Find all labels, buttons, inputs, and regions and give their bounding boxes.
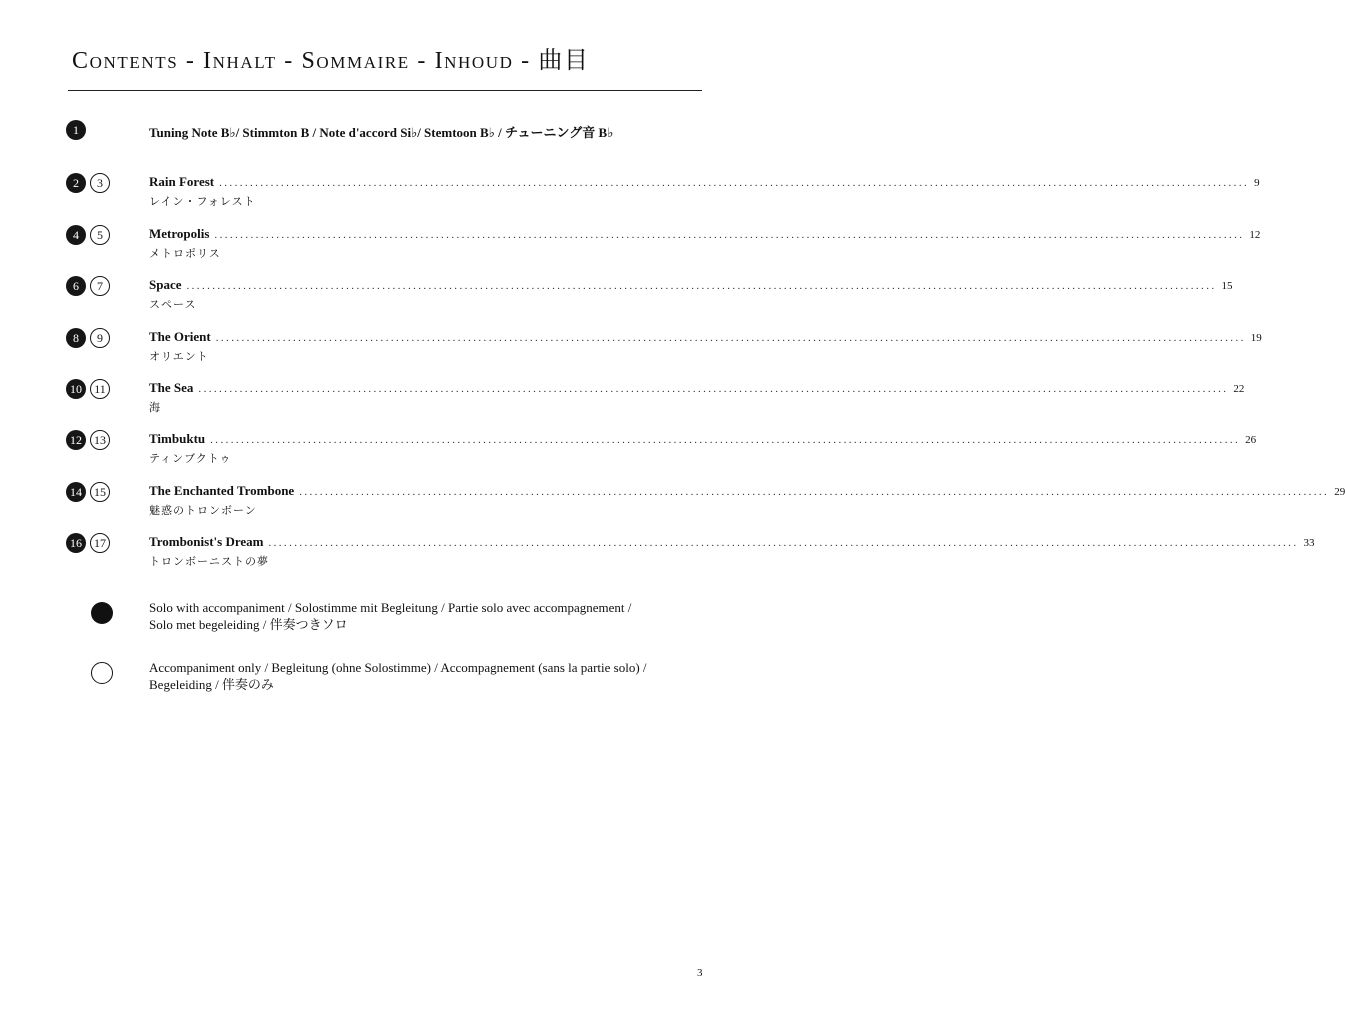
toc-subtitle-japanese: ティンブクトゥ — [149, 452, 232, 465]
toc-page-number: 29 — [1334, 486, 1345, 498]
track-badges — [66, 225, 103, 245]
toc-title: Metropolis — [149, 226, 210, 241]
track-badge-solo[interactable]: 8 — [66, 328, 86, 348]
toc-title: Trombonist's Dream — [149, 534, 264, 549]
toc-page-number: 26 — [1245, 434, 1257, 446]
dot-leader: ........................................................................................................................................................................................................ — [198, 383, 1229, 395]
track-badge-accompaniment[interactable]: 3 — [90, 173, 110, 193]
dot-leader: ........................................................................................................................................................................................................ — [215, 332, 1246, 344]
track-badge-solo[interactable]: 12 — [66, 430, 86, 450]
toc-page-number: 22 — [1233, 383, 1245, 395]
page-number: 3 — [697, 967, 703, 979]
filled-circle-icon — [91, 602, 113, 624]
track-badge-accompaniment[interactable]: 17 — [90, 533, 110, 553]
track-badge-accompaniment[interactable]: 11 — [90, 379, 110, 399]
legend-accompaniment-text: Accompaniment only / Begleitung (ohne Solostimme) / Accompagnement (sans la partie solo) / — [149, 660, 647, 675]
toc-page-number: 12 — [1249, 229, 1261, 241]
dot-leader: ........................................................................................................................................................................................................ — [186, 280, 1217, 292]
track-badge-accompaniment[interactable]: 9 — [90, 328, 110, 348]
track-badge-solo[interactable]: 2 — [66, 173, 86, 193]
dot-leader: ........................................................................................................................................................................................................ — [214, 229, 1245, 241]
open-circle-icon — [91, 662, 113, 684]
track-badges — [66, 533, 106, 553]
toc-subtitle-japanese: トロンボーニストの夢 — [149, 555, 269, 568]
toc-title: Timbuktu — [149, 431, 206, 446]
dot-leader: ........................................................................................................................................................................................................ — [219, 177, 1250, 189]
toc-title: Rain Forest — [149, 174, 215, 189]
toc-title: The Enchanted Trombone — [149, 483, 295, 498]
toc-subtitle-japanese: 魅惑のトロンボーン — [149, 504, 257, 517]
track-badge-accompaniment[interactable]: 13 — [90, 430, 110, 450]
dot-leader: ........................................................................................................................................................................................................ — [299, 486, 1330, 498]
toc-subtitle-japanese: スペース — [149, 298, 197, 311]
track-badges — [66, 276, 103, 296]
toc-page-number: 9 — [1254, 177, 1260, 189]
tuning-note-title: Tuning Note B♭/ Stimmton B / Note d'accord Si♭/ Stemtoon B♭ / チューニング音 B♭ — [149, 125, 614, 140]
toc-page-number: 19 — [1250, 332, 1262, 344]
track-badges — [66, 120, 86, 140]
track-badges — [66, 430, 106, 450]
track-badge-solo[interactable]: 14 — [66, 482, 86, 502]
legend-solo-text: Solo with accompaniment / Solostimme mit Begleitung / Partie solo avec accompagnement / — [149, 600, 632, 615]
title-divider — [68, 90, 702, 91]
track-badges — [66, 482, 106, 502]
track-badge-solo[interactable]: 1 — [66, 120, 86, 140]
dot-leader: ........................................................................................................................................................................................................ — [210, 434, 1241, 446]
track-badges — [66, 379, 106, 399]
toc-title: Space — [149, 277, 182, 292]
track-badge-accompaniment[interactable]: 5 — [90, 225, 110, 245]
toc-subtitle-japanese: 海 — [149, 401, 161, 414]
toc-subtitle-japanese: メトロポリス — [149, 247, 221, 260]
toc-page-number: 33 — [1303, 537, 1315, 549]
dot-leader: ........................................................................................................................................................................................................ — [268, 537, 1299, 549]
toc-page-number: 15 — [1221, 280, 1233, 292]
toc-title: The Orient — [149, 329, 211, 344]
track-badges — [66, 173, 103, 193]
toc-subtitle-japanese: レイン・フォレスト — [149, 195, 256, 208]
track-badge-accompaniment[interactable]: 7 — [90, 276, 110, 296]
track-badge-solo[interactable]: 4 — [66, 225, 86, 245]
track-badge-accompaniment[interactable]: 15 — [90, 482, 110, 502]
legend-solo-text: Solo met begeleiding / 伴奏つきソロ — [149, 617, 348, 632]
track-badge-solo[interactable]: 16 — [66, 533, 86, 553]
toc-title: The Sea — [149, 380, 194, 395]
legend-accompaniment-text: Begeleiding / 伴奏のみ — [149, 677, 274, 692]
track-badges — [66, 328, 103, 348]
page-title: Contents - Inhalt - Sommaire - Inhoud - 曲目 — [72, 48, 590, 74]
toc-subtitle-japanese: オリエント — [149, 350, 209, 363]
track-badge-solo[interactable]: 10 — [66, 379, 86, 399]
track-badge-solo[interactable]: 6 — [66, 276, 86, 296]
